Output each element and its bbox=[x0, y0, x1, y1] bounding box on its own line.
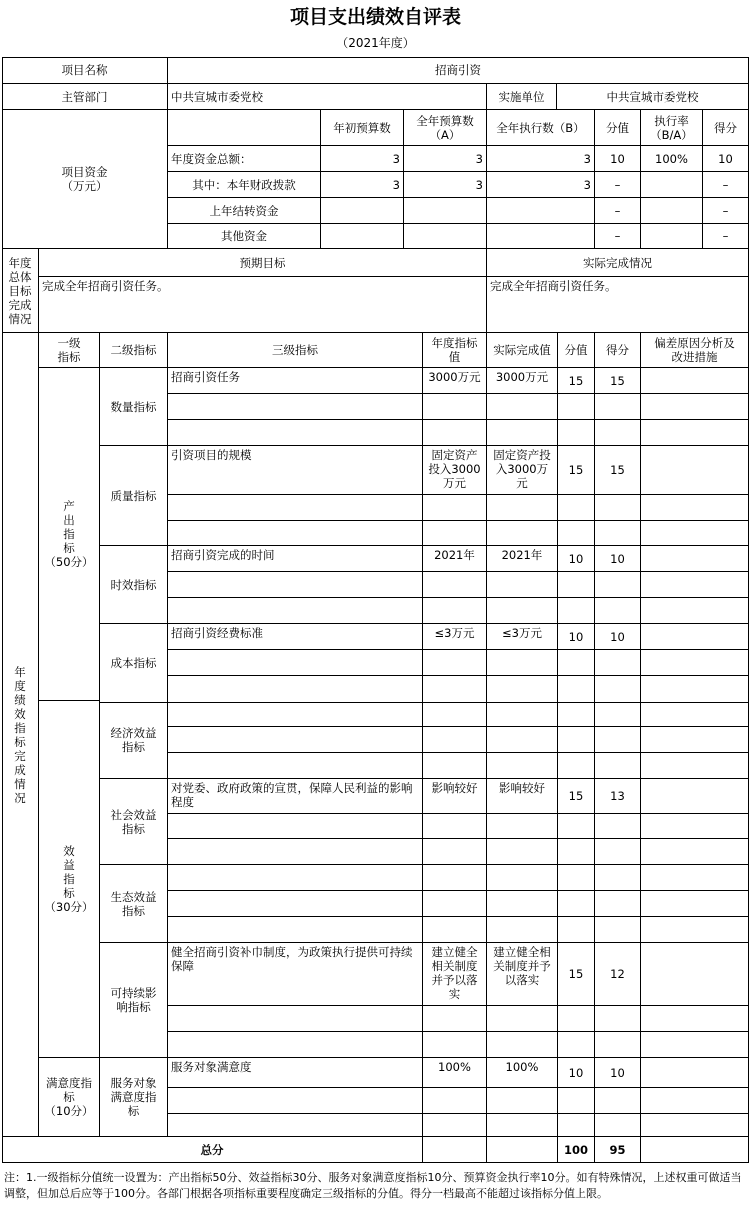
level3-indicator: 引资项目的规模 bbox=[168, 446, 423, 495]
funds-value: 3 bbox=[404, 146, 487, 172]
score-value bbox=[558, 650, 595, 676]
total-score: 100 bbox=[558, 1137, 595, 1163]
got-value bbox=[595, 865, 641, 891]
actual-value: ≤3万元 bbox=[487, 624, 558, 650]
actual-value bbox=[487, 753, 558, 779]
total-got: 95 bbox=[595, 1137, 641, 1163]
annual-target: ≤3万元 bbox=[423, 624, 487, 650]
level3-indicator bbox=[168, 1032, 423, 1058]
score-value bbox=[558, 394, 595, 420]
score-value: 15 bbox=[558, 368, 595, 394]
actual-value bbox=[487, 420, 558, 446]
score-value bbox=[558, 1006, 595, 1032]
funds-header-blank bbox=[168, 110, 321, 146]
level3-indicator: 招商引资经费标准 bbox=[168, 624, 423, 650]
annual-target: 影响较好 bbox=[423, 779, 487, 814]
actual-value bbox=[487, 701, 558, 727]
level1-satisfaction: 满意度指 标 （10分） bbox=[39, 1058, 100, 1137]
page-subtitle: （2021年度） bbox=[336, 36, 415, 50]
deviation-analysis bbox=[641, 1006, 749, 1032]
got-value bbox=[595, 917, 641, 943]
score-value bbox=[558, 701, 595, 727]
actual-goal: 完成全年招商引资任务。 bbox=[487, 277, 749, 333]
actual-value bbox=[487, 521, 558, 546]
funds-value bbox=[641, 172, 703, 198]
indicator-header: 一级 指标 bbox=[39, 333, 100, 368]
got-value bbox=[595, 495, 641, 521]
project-name-label: 项目名称 bbox=[2, 57, 168, 84]
level3-indicator bbox=[168, 572, 423, 598]
indicator-header: 得分 bbox=[595, 333, 641, 368]
level2-indicator: 服务对象 满意度指 标 bbox=[100, 1058, 168, 1137]
funds-value bbox=[487, 224, 595, 249]
funds-value: 100% bbox=[641, 146, 703, 172]
deviation-analysis bbox=[641, 521, 749, 546]
actual-value: 固定资产投 入3000万 元 bbox=[487, 446, 558, 495]
level3-indicator bbox=[168, 650, 423, 676]
score-value bbox=[558, 839, 595, 865]
deviation-analysis bbox=[641, 701, 749, 727]
actual-value: 2021年 bbox=[487, 546, 558, 572]
actual-value bbox=[487, 572, 558, 598]
annual-target: 固定资产 投入3000 万元 bbox=[423, 446, 487, 495]
funds-header: 全年预算数 （A） bbox=[404, 110, 487, 146]
funds-value: – bbox=[595, 172, 641, 198]
actual-value: 3000万元 bbox=[487, 368, 558, 394]
expected-goal: 完成全年招商引资任务。 bbox=[39, 277, 487, 333]
deviation-analysis bbox=[641, 1032, 749, 1058]
funds-header: 分值 bbox=[595, 110, 641, 146]
actual-value bbox=[487, 1114, 558, 1137]
got-value bbox=[595, 839, 641, 865]
score-value: 10 bbox=[558, 1058, 595, 1088]
funds-row-label: 年度资金总额： bbox=[168, 146, 321, 172]
funds-value bbox=[641, 198, 703, 224]
annual-target bbox=[423, 676, 487, 703]
actual-value bbox=[487, 814, 558, 839]
project-name-value: 招商引资 bbox=[168, 57, 749, 84]
got-value bbox=[595, 891, 641, 917]
funds-header: 得分 bbox=[703, 110, 749, 146]
actual-value bbox=[487, 1032, 558, 1058]
deviation-analysis bbox=[641, 943, 749, 1006]
indicator-header: 年度指标 值 bbox=[423, 333, 487, 368]
annual-target bbox=[423, 1114, 487, 1137]
deviation-analysis bbox=[641, 420, 749, 446]
annual-target bbox=[423, 839, 487, 865]
score-value: 15 bbox=[558, 779, 595, 814]
got-value bbox=[595, 1006, 641, 1032]
got-value: 12 bbox=[595, 943, 641, 1006]
deviation-analysis bbox=[641, 865, 749, 891]
level3-indicator bbox=[168, 1088, 423, 1114]
score-value bbox=[558, 1114, 595, 1137]
score-value bbox=[558, 814, 595, 839]
level2-indicator: 生态效益 指标 bbox=[100, 865, 168, 943]
score-value bbox=[558, 753, 595, 779]
deviation-analysis bbox=[641, 598, 749, 624]
deviation-analysis bbox=[641, 495, 749, 521]
actual-value bbox=[487, 727, 558, 753]
actual-value bbox=[487, 598, 558, 624]
annual-target bbox=[423, 521, 487, 546]
indicator-header: 偏差原因分析及 改进措施 bbox=[641, 333, 749, 368]
actual-value bbox=[487, 865, 558, 891]
score-value: 15 bbox=[558, 943, 595, 1006]
annual-target bbox=[423, 650, 487, 676]
actual-value: 100% bbox=[487, 1058, 558, 1088]
score-value: 10 bbox=[558, 624, 595, 650]
funds-header: 执行率 （B/A） bbox=[641, 110, 703, 146]
got-value bbox=[595, 1032, 641, 1058]
deviation-analysis bbox=[641, 839, 749, 865]
deviation-analysis bbox=[641, 676, 749, 703]
level3-indicator bbox=[168, 1006, 423, 1032]
annual-target bbox=[423, 1032, 487, 1058]
annual-target bbox=[423, 727, 487, 753]
indicator-header: 分值 bbox=[558, 333, 595, 368]
annual-target bbox=[423, 572, 487, 598]
got-value bbox=[595, 394, 641, 420]
annual-target bbox=[423, 753, 487, 779]
funds-value bbox=[321, 198, 404, 224]
deviation-analysis bbox=[641, 446, 749, 495]
deviation-analysis bbox=[641, 891, 749, 917]
got-value bbox=[595, 420, 641, 446]
score-value bbox=[558, 865, 595, 891]
indicator-header: 三级指标 bbox=[168, 333, 423, 368]
score-value bbox=[558, 891, 595, 917]
actual-value bbox=[487, 1006, 558, 1032]
actual-value bbox=[487, 394, 558, 420]
got-value bbox=[595, 676, 641, 703]
deviation-analysis bbox=[641, 1088, 749, 1114]
deviation-analysis bbox=[641, 917, 749, 943]
annual-target bbox=[423, 394, 487, 420]
dept-value: 中共宣城市委党校 bbox=[168, 84, 487, 110]
score-value bbox=[558, 420, 595, 446]
annual-target bbox=[423, 1006, 487, 1032]
level3-indicator bbox=[168, 891, 423, 917]
got-value: 10 bbox=[595, 546, 641, 572]
level3-indicator: 招商引资任务 bbox=[168, 368, 423, 394]
level2-indicator: 质量指标 bbox=[100, 446, 168, 546]
level3-indicator bbox=[168, 814, 423, 839]
actual-value bbox=[487, 676, 558, 703]
annual-target bbox=[423, 814, 487, 839]
actual-value: 影响较好 bbox=[487, 779, 558, 814]
level1-benefit: 效 益 指 标 （30分） bbox=[39, 701, 100, 1058]
funds-value bbox=[641, 224, 703, 249]
level3-indicator: 招商引资完成的时间 bbox=[168, 546, 423, 572]
goals-label: 年度总体目标完成情况 bbox=[2, 249, 39, 333]
deviation-analysis bbox=[641, 779, 749, 814]
dept-label: 主管部门 bbox=[2, 84, 168, 110]
level2-indicator: 成本指标 bbox=[100, 624, 168, 703]
score-value bbox=[558, 1032, 595, 1058]
annual-target bbox=[423, 865, 487, 891]
score-value bbox=[558, 727, 595, 753]
deviation-analysis bbox=[641, 1114, 749, 1137]
funds-value: – bbox=[703, 198, 749, 224]
funds-label: 项目资金 （万元） bbox=[2, 110, 168, 249]
got-value: 10 bbox=[595, 624, 641, 650]
level3-indicator: 对党委、政府政策的宣贯，保障人民利益的影响程度 bbox=[168, 779, 423, 814]
got-value: 15 bbox=[595, 368, 641, 394]
actual-value: 建立健全相 关制度并予 以落实 bbox=[487, 943, 558, 1006]
level2-indicator: 时效指标 bbox=[100, 546, 168, 624]
funds-value: 3 bbox=[321, 172, 404, 198]
score-value bbox=[558, 676, 595, 703]
level3-indicator bbox=[168, 676, 423, 703]
got-value bbox=[595, 814, 641, 839]
deviation-analysis bbox=[641, 572, 749, 598]
level2-indicator: 经济效益 指标 bbox=[100, 701, 168, 779]
got-value bbox=[595, 701, 641, 727]
annual-target: 2021年 bbox=[423, 546, 487, 572]
got-value bbox=[595, 521, 641, 546]
deviation-analysis bbox=[641, 546, 749, 572]
total-blank bbox=[487, 1137, 558, 1163]
score-value bbox=[558, 598, 595, 624]
deviation-analysis bbox=[641, 650, 749, 676]
total-blank bbox=[641, 1137, 749, 1163]
funds-value: 3 bbox=[404, 172, 487, 198]
actual-value bbox=[487, 891, 558, 917]
level3-indicator bbox=[168, 753, 423, 779]
funds-value bbox=[321, 224, 404, 249]
level3-indicator bbox=[168, 839, 423, 865]
got-value bbox=[595, 727, 641, 753]
actual-value bbox=[487, 917, 558, 943]
funds-value: 3 bbox=[321, 146, 404, 172]
funds-row-label: 其他资金 bbox=[168, 224, 321, 249]
deviation-analysis bbox=[641, 368, 749, 394]
funds-value: – bbox=[703, 224, 749, 249]
funds-value: – bbox=[703, 172, 749, 198]
annual-target: 100% bbox=[423, 1058, 487, 1088]
annual-target bbox=[423, 598, 487, 624]
got-value: 13 bbox=[595, 779, 641, 814]
page-title: 项目支出绩效自评表 bbox=[289, 6, 461, 28]
score-value bbox=[558, 1088, 595, 1114]
score-value bbox=[558, 917, 595, 943]
annual-target bbox=[423, 891, 487, 917]
level2-indicator: 社会效益 指标 bbox=[100, 779, 168, 865]
annual-target bbox=[423, 701, 487, 727]
funds-value bbox=[404, 198, 487, 224]
level2-indicator: 数量指标 bbox=[100, 368, 168, 446]
deviation-analysis bbox=[641, 624, 749, 650]
score-value: 15 bbox=[558, 446, 595, 495]
funds-value: – bbox=[595, 198, 641, 224]
level3-indicator bbox=[168, 394, 423, 420]
got-value bbox=[595, 753, 641, 779]
level3-indicator bbox=[168, 495, 423, 521]
total-label: 总分 bbox=[2, 1137, 423, 1163]
funds-value bbox=[487, 198, 595, 224]
score-value bbox=[558, 572, 595, 598]
funds-value: 10 bbox=[703, 146, 749, 172]
actual-value bbox=[487, 495, 558, 521]
footnote: 注：1.一级指标分值统一设置为：产出指标50分、效益指标30分、服务对象满意度指标10分、预算资金执行率10分。如有特殊情况，上述权重可做适当调整，但加总后应等于100分。各部门根据各项指标重要程度确定三级指标的分值。得分一档最高不能超过该指标分值上限。 bbox=[4, 1171, 742, 1200]
annual-target: 建立健全 相关制度 并予以落 实 bbox=[423, 943, 487, 1006]
got-value bbox=[595, 1088, 641, 1114]
level3-indicator bbox=[168, 917, 423, 943]
funds-value bbox=[404, 224, 487, 249]
level3-indicator bbox=[168, 598, 423, 624]
total-blank bbox=[423, 1137, 487, 1163]
level3-indicator bbox=[168, 420, 423, 446]
got-value bbox=[595, 1114, 641, 1137]
actual-value bbox=[487, 650, 558, 676]
annual-target bbox=[423, 917, 487, 943]
deviation-analysis bbox=[641, 394, 749, 420]
indicators-side-label: 年 度 绩 效 指 标 完 成 情 况 bbox=[2, 333, 39, 1137]
indicator-header: 实际完成值 bbox=[487, 333, 558, 368]
deviation-analysis bbox=[641, 727, 749, 753]
got-value: 15 bbox=[595, 446, 641, 495]
got-value: 10 bbox=[595, 1058, 641, 1088]
funds-value: 10 bbox=[595, 146, 641, 172]
got-value bbox=[595, 650, 641, 676]
actual-label: 实际完成情况 bbox=[487, 249, 749, 277]
level3-indicator: 服务对象满意度 bbox=[168, 1058, 423, 1088]
funds-row-label: 上年结转资金 bbox=[168, 198, 321, 224]
level3-indicator bbox=[168, 701, 423, 727]
actual-value bbox=[487, 1088, 558, 1114]
funds-header: 全年执行数（B） bbox=[487, 110, 595, 146]
funds-row-label: 其中：本年财政拨款 bbox=[168, 172, 321, 198]
level3-indicator bbox=[168, 727, 423, 753]
score-value bbox=[558, 521, 595, 546]
deviation-analysis bbox=[641, 1058, 749, 1088]
level2-indicator: 可持续影 响指标 bbox=[100, 943, 168, 1058]
level3-indicator: 健全招商引资补巾制度，为政策执行提供可持续保障 bbox=[168, 943, 423, 1006]
level3-indicator bbox=[168, 1114, 423, 1137]
funds-header: 年初预算数 bbox=[321, 110, 404, 146]
impl-value: 中共宣城市委党校 bbox=[557, 84, 749, 110]
got-value bbox=[595, 572, 641, 598]
deviation-analysis bbox=[641, 753, 749, 779]
actual-value bbox=[487, 839, 558, 865]
score-value: 10 bbox=[558, 546, 595, 572]
score-value bbox=[558, 495, 595, 521]
annual-target: 3000万元 bbox=[423, 368, 487, 394]
indicator-header: 二级指标 bbox=[100, 333, 168, 368]
funds-value: – bbox=[595, 224, 641, 249]
annual-target bbox=[423, 420, 487, 446]
annual-target bbox=[423, 495, 487, 521]
level3-indicator bbox=[168, 521, 423, 546]
got-value bbox=[595, 598, 641, 624]
impl-label: 实施单位 bbox=[487, 84, 557, 110]
annual-target bbox=[423, 1088, 487, 1114]
funds-value: 3 bbox=[487, 146, 595, 172]
expected-label: 预期目标 bbox=[39, 249, 487, 277]
deviation-analysis bbox=[641, 814, 749, 839]
level1-output: 产 出 指 标 （50分） bbox=[39, 368, 100, 701]
level3-indicator bbox=[168, 865, 423, 891]
funds-value: 3 bbox=[487, 172, 595, 198]
